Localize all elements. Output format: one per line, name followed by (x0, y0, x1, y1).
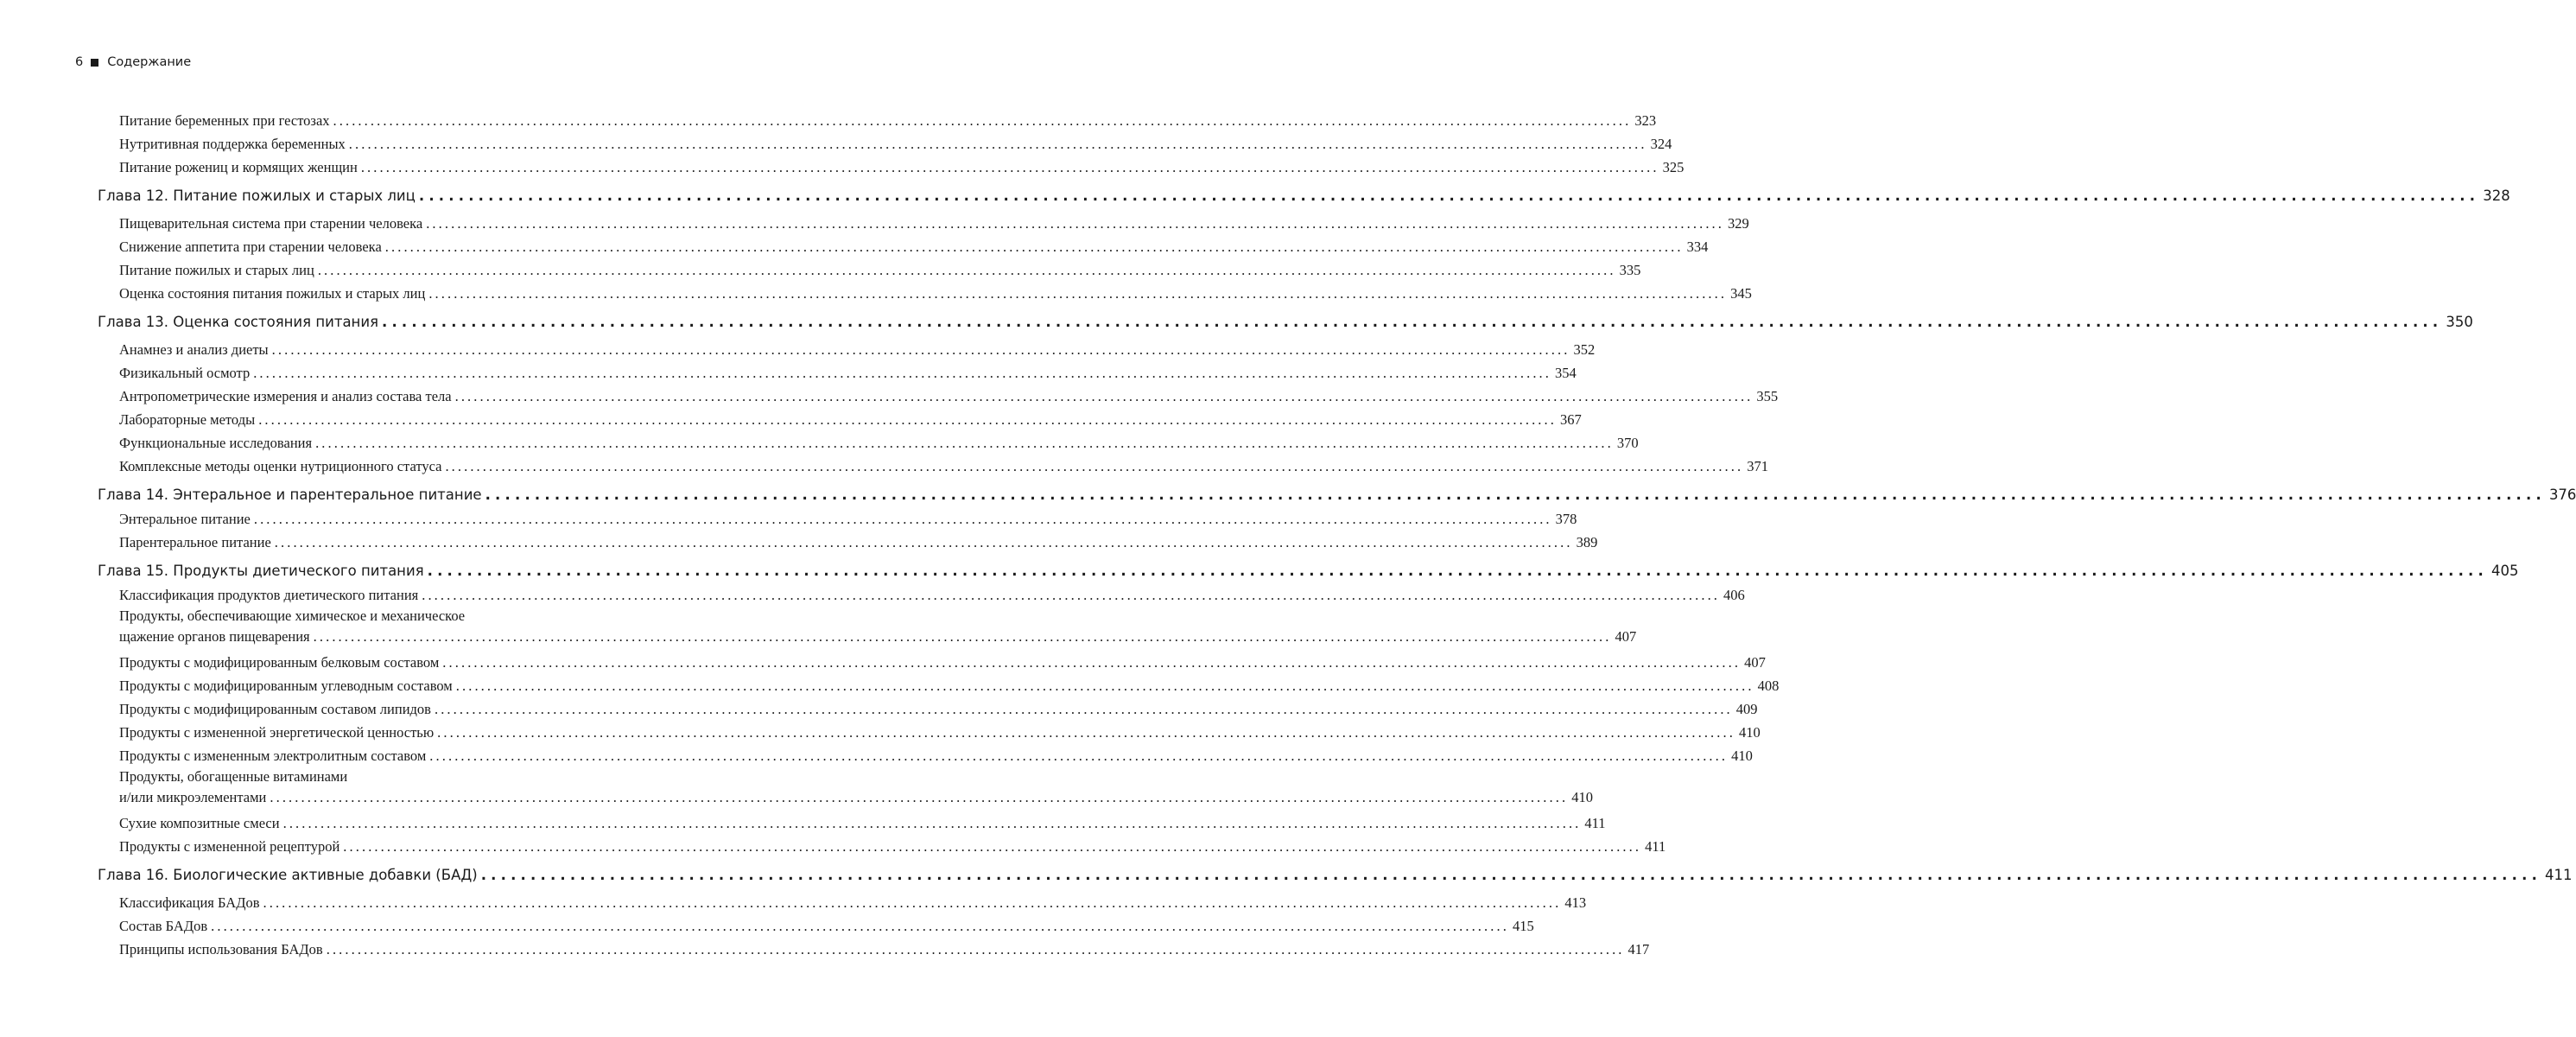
toc-entry[interactable]: Питание беременных при гестозах ................................................................................................................................................................................................................ 323 (119, 108, 653, 131)
dot-leader: ................................................................................................................................................................................................................ (454, 388, 1754, 404)
dot-leader: ................................................................................................................................................................................................................ (274, 534, 1573, 550)
page-ref: 389 (1576, 534, 1598, 550)
toc-entry[interactable] (119, 606, 1637, 647)
dot-leader: ................................................................................................................................................................................................................ (434, 701, 1733, 717)
dot-leader: ................................................................................................................................................................................................................ (427, 563, 2488, 579)
page-ref: 370 (1616, 435, 1639, 451)
toc-entry[interactable]: Продукты с модифицированным углеводным составом ................................................................................................................................................................................................................ 408 (119, 673, 653, 697)
dot-leader: ................................................................................................................................................................................................................ (348, 136, 1647, 152)
toc-entry[interactable]: Сухие композитные смеси ................................................................................................................................................................................................................ 411 (119, 811, 653, 834)
toc-entry-line-2: щажение органов пищеварения ................................................................................................................................................................................................................ 407 (119, 627, 653, 647)
dot-leader: ................................................................................................................................................................................................................ (480, 867, 2542, 883)
page-ref: 405 (2490, 563, 2519, 579)
dot-leader: ................................................................................................................................................................................................................ (263, 894, 1562, 911)
toc-entry-line-2: и/или микроэлементами ................................................................................................................................................................................................................ 410 (119, 787, 653, 808)
page-number: 6 (75, 55, 84, 69)
page-ref: 417 (1627, 941, 1650, 957)
page-ref: 407 (1615, 628, 1637, 645)
toc-entry[interactable]: Лабораторные методы ................................................................................................................................................................................................................ 367 (119, 407, 653, 430)
dot-leader: ................................................................................................................................................................................................................ (343, 838, 1642, 855)
toc-entry[interactable]: Функциональные исследования ................................................................................................................................................................................................................ 370 (119, 430, 653, 454)
toc-entry[interactable]: Оценка состояния питания пожилых и старых лиц ................................................................................................................................................................................................................ 345 (119, 281, 653, 304)
page-ref: 376 (2548, 487, 2576, 503)
square-bullet-icon (91, 59, 98, 67)
page-ref: 352 (1573, 341, 1596, 358)
chapter-heading[interactable]: Глава 14. Энтеральное и парентеральное питание ................................................................................................................................................................................................................ 376 (98, 484, 653, 506)
running-title: Содержание (107, 55, 192, 69)
page-ref: 407 (1744, 654, 1766, 671)
dot-leader: ................................................................................................................................................................................................................ (445, 458, 1744, 474)
page-ref: 367 (1560, 411, 1582, 428)
page-ref: 410 (1731, 748, 1753, 764)
dot-leader: ................................................................................................................................................................................................................ (428, 285, 1728, 302)
page-ref: 415 (1512, 918, 1534, 934)
dot-leader: ................................................................................................................................................................................................................ (360, 159, 1659, 175)
toc-entry[interactable]: Питание пожилых и старых лиц ................................................................................................................................................................................................................ 335 (119, 258, 653, 281)
toc-entry[interactable]: Питание рожениц и кормящих женщин ................................................................................................................................................................................................................ 325 (119, 155, 653, 178)
dot-leader: ................................................................................................................................................................................................................ (426, 215, 1725, 232)
dot-leader: ................................................................................................................................................................................................................ (429, 748, 1729, 764)
dot-leader: ................................................................................................................................................................................................................ (333, 112, 1632, 129)
page-ref: 325 (1662, 159, 1685, 175)
page-ref: 345 (1730, 285, 1752, 302)
dot-leader: ................................................................................................................................................................................................................ (455, 678, 1754, 694)
dot-leader: ................................................................................................................................................................................................................ (315, 435, 1614, 451)
page-ref: 323 (1634, 112, 1657, 129)
dot-leader: ................................................................................................................................................................................................................ (317, 262, 1616, 278)
toc-entry[interactable]: Анамнез и анализ диеты ................................................................................................................................................................................................................ 352 (119, 337, 653, 360)
toc-entry[interactable]: Продукты с измененной рецептурой ................................................................................................................................................................................................................ 411 (119, 834, 653, 857)
toc-entry[interactable]: Энтеральное питание ................................................................................................................................................................................................................ 378 (119, 506, 653, 530)
dot-leader: ................................................................................................................................................................................................................ (326, 941, 1625, 957)
dot-leader: ................................................................................................................................................................................................................ (253, 365, 1552, 381)
toc-entry[interactable]: Классификация БАДов ................................................................................................................................................................................................................ 413 (119, 890, 653, 913)
page-ref: 411 (1584, 815, 1606, 831)
dot-leader: ................................................................................................................................................................................................................ (437, 724, 1735, 741)
dot-leader: ................................................................................................................................................................................................................ (270, 789, 1569, 805)
toc-entry-line-1: Продукты, обогащенные витаминами (119, 768, 348, 785)
page-ref: 324 (1650, 136, 1672, 152)
toc-entry[interactable]: Классификация продуктов диетического питания ................................................................................................................................................................................................................ 406 (119, 582, 653, 606)
toc-entry[interactable] (119, 767, 1593, 808)
dot-leader: ................................................................................................................................................................................................................ (282, 815, 1582, 831)
dot-leader: ................................................................................................................................................................................................................ (442, 654, 1742, 671)
dot-leader: ................................................................................................................................................................................................................ (422, 587, 1721, 603)
dot-leader: ................................................................................................................................................................................................................ (382, 314, 2443, 330)
toc-entry[interactable]: Принципы использования БАДов ................................................................................................................................................................................................................ 417 (119, 937, 653, 960)
toc-entry[interactable]: Комплексные методы оценки нутриционного статуса ................................................................................................................................................................................................................ 371 (119, 454, 653, 477)
dot-leader: ................................................................................................................................................................................................................ (384, 239, 1684, 255)
page-ref: 411 (2545, 867, 2573, 883)
table-of-contents (98, 108, 2576, 960)
dot-leader: ................................................................................................................................................................................................................ (271, 341, 1570, 358)
toc-entry[interactable]: Продукты с измененным электролитным составом ................................................................................................................................................................................................................ 410 (119, 743, 653, 767)
page-ref: 408 (1757, 678, 1780, 694)
page-ref: 410 (1571, 789, 1593, 805)
page-ref: 355 (1756, 388, 1779, 404)
toc-entry[interactable]: Продукты с модифицированным составом липидов ................................................................................................................................................................................................................ 409 (119, 697, 653, 720)
dot-leader: ................................................................................................................................................................................................................ (253, 511, 1552, 527)
page-ref: 409 (1735, 701, 1758, 717)
toc-entry[interactable]: Снижение аппетита при старении человека ................................................................................................................................................................................................................ 334 (119, 234, 653, 258)
page-ref: 411 (1645, 838, 1666, 855)
page-ref: 410 (1738, 724, 1761, 741)
page-ref: 354 (1555, 365, 1577, 381)
toc-entry[interactable]: Продукты с модифицированным белковым составом ................................................................................................................................................................................................................ 407 (119, 650, 653, 673)
running-head (75, 55, 191, 69)
toc-entry[interactable]: Состав БАДов ................................................................................................................................................................................................................ 415 (119, 913, 653, 937)
page-ref: 328 (2483, 188, 2510, 204)
chapter-heading[interactable]: Глава 15. Продукты диетического питания ................................................................................................................................................................................................................ 405 (98, 560, 653, 582)
toc-entry[interactable]: Продукты с измененной энергетической ценностью ................................................................................................................................................................................................................ 410 (119, 720, 653, 743)
page-ref: 406 (1723, 587, 1745, 603)
dot-leader: ................................................................................................................................................................................................................ (485, 487, 2546, 503)
page-ref: 413 (1564, 894, 1587, 911)
toc-entry-line-1: Продукты, обеспечивающие химическое и механическое (119, 608, 466, 624)
chapter-heading[interactable]: Глава 13. Оценка состояния питания ................................................................................................................................................................................................................ 350 (98, 311, 653, 334)
page-ref: 350 (2446, 314, 2473, 330)
toc-entry[interactable]: Пищеварительная система при старении человека ................................................................................................................................................................................................................ 329 (119, 211, 653, 234)
toc-entry[interactable]: Антропометрические измерения и анализ состава тела ................................................................................................................................................................................................................ 355 (119, 384, 653, 407)
chapter-heading[interactable]: Глава 16. Биологические активные добавки (БАД) ................................................................................................................................................................................................................ 411 (98, 864, 653, 887)
dot-leader: ................................................................................................................................................................................................................ (258, 411, 1557, 428)
toc-entry[interactable]: Парентеральное питание ................................................................................................................................................................................................................ 389 (119, 530, 653, 553)
toc-entry[interactable]: Нутритивная поддержка беременных ................................................................................................................................................................................................................ 324 (119, 131, 653, 155)
page-ref: 335 (1619, 262, 1641, 278)
toc-entry[interactable]: Физикальный осмотр ................................................................................................................................................................................................................ 354 (119, 360, 653, 384)
page-ref: 378 (1555, 511, 1577, 527)
dot-leader: ................................................................................................................................................................................................................ (211, 918, 1509, 934)
page-ref: 329 (1728, 215, 1749, 232)
page-ref: 334 (1686, 239, 1709, 255)
chapter-heading[interactable]: Глава 12. Питание пожилых и старых лиц ................................................................................................................................................................................................................ 328 (98, 185, 653, 207)
page-ref: 371 (1747, 458, 1768, 474)
dot-leader: ................................................................................................................................................................................................................ (418, 188, 2480, 204)
dot-leader: ................................................................................................................................................................................................................ (313, 628, 1612, 645)
